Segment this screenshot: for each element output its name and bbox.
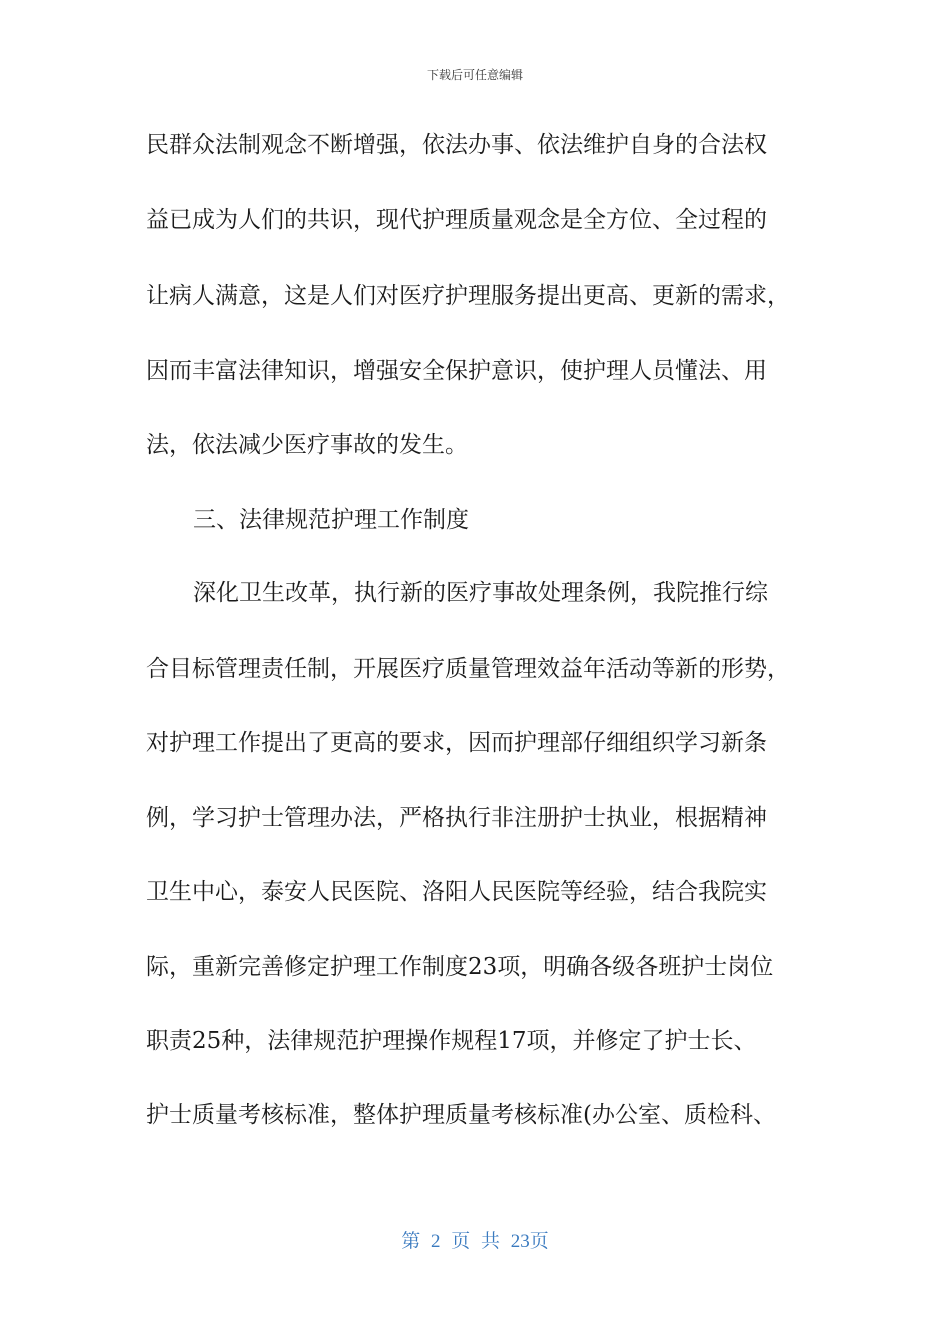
page-header-note: 下载后可任意编辑 <box>426 68 523 82</box>
body-line: 护士质量考核标准，整体护理质量考核标准(办公室、质检科、 <box>146 1102 776 1128</box>
body-line: 法，依法减少医疗事故的发生。 <box>146 432 468 458</box>
body-line: 民群众法制观念不断增强，依法办事、依法维护自身的合法权 <box>146 132 767 158</box>
body-line: 因而丰富法律知识，增强安全保护意识，使护理人员懂法、用 <box>146 358 767 384</box>
body-line: 对护理工作提出了更高的要求，因而护理部仔细组织学习新条 <box>146 730 767 756</box>
body-line: 职责25种，法律规范护理操作规程17项，并修定了护士长、 <box>146 1028 757 1054</box>
body-line: 深化卫生改革，执行新的医疗事故处理条例，我院推行综 <box>193 580 768 606</box>
body-line: 际，重新完善修定护理工作制度23项，明确各级各班护士岗位 <box>146 954 774 980</box>
page-number-footer: 第 2 页 共 23页 <box>401 1231 549 1252</box>
body-line: 合目标管理责任制，开展医疗质量管理效益年活动等新的形势， <box>146 656 790 682</box>
body-line: 益已成为人们的共识，现代护理质量观念是全方位、全过程的 <box>146 207 767 233</box>
body-line: 例，学习护士管理办法，严格执行非注册护士执业，根据精神 <box>146 805 767 831</box>
body-line: 让病人满意，这是人们对医疗护理服务提出更高、更新的需求， <box>146 283 790 309</box>
body-line: 卫生中心，泰安人民医院、洛阳人民医院等经验，结合我院实 <box>146 879 767 905</box>
section-heading: 三、法律规范护理工作制度 <box>193 507 469 533</box>
